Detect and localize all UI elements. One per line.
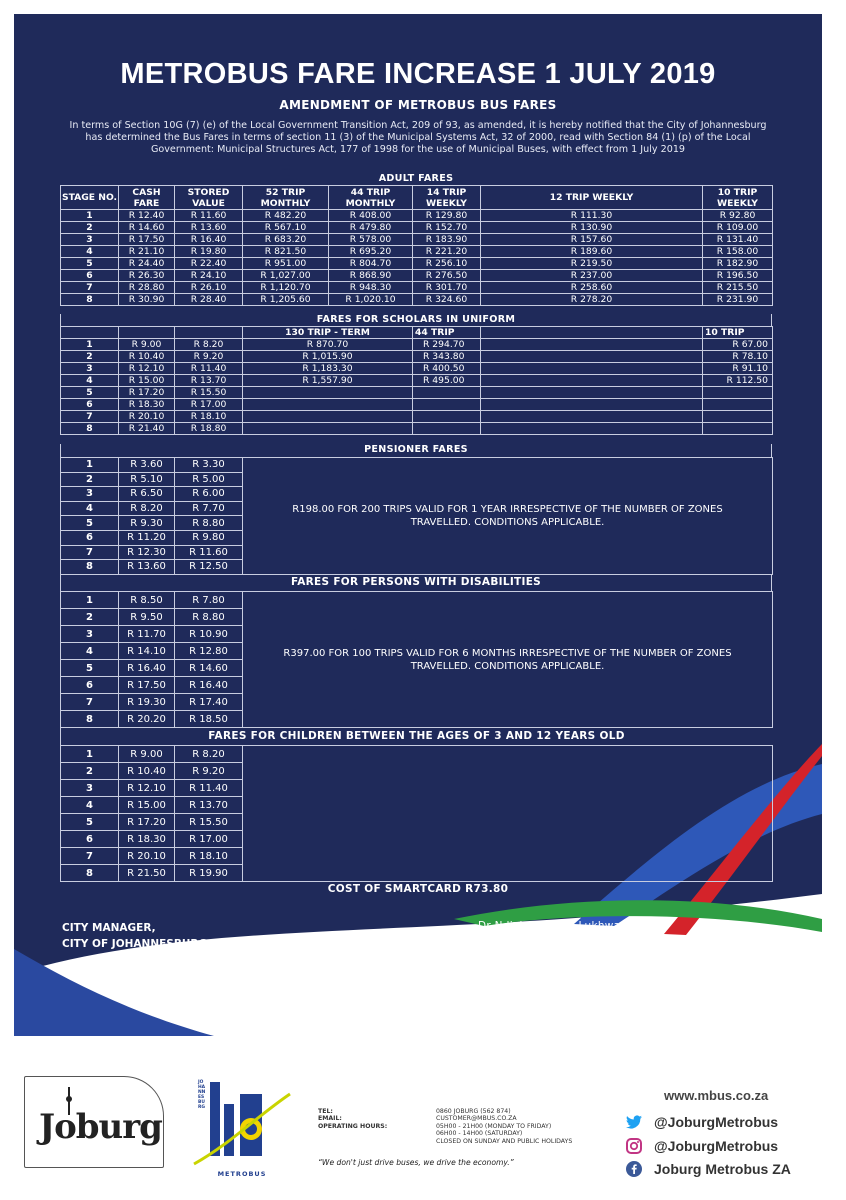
fare-cell: R 868.90 — [329, 270, 413, 282]
table-row — [61, 270, 773, 282]
fare-cell: R 683.20 — [243, 234, 329, 246]
disabilities-note: R397.00 FOR 100 TRIPS VALID FOR 6 MONTHS IRRESPECTIVE OF THE NUMBER OF ZONES TRAVELLED. CONDITIONS APPLICABLE. — [243, 592, 773, 728]
fare-cell: R 21.50 — [119, 865, 175, 882]
table-row — [61, 363, 773, 375]
stage-cell: 8 — [61, 294, 119, 306]
fare-cell: R 18.10 — [175, 848, 243, 865]
fare-cell — [703, 411, 773, 423]
fare-cell: R 109.00 — [703, 222, 773, 234]
fare-cell: R 16.40 — [175, 234, 243, 246]
fare-cell — [703, 399, 773, 411]
stage-cell: 6 — [61, 270, 119, 282]
stage-cell: 2 — [61, 222, 119, 234]
fare-cell: R 26.30 — [119, 270, 175, 282]
fare-cell: R 189.60 — [481, 246, 703, 258]
fare-cell: R 13.60 — [175, 222, 243, 234]
stage-cell: 4 — [61, 246, 119, 258]
contact-line — [318, 1130, 572, 1137]
stage-cell: 3 — [61, 363, 119, 375]
stage-cell: 6 — [61, 530, 119, 545]
fare-cell: R 294.70 — [413, 339, 481, 351]
table-row — [61, 375, 773, 387]
fare-cell: R 400.50 — [413, 363, 481, 375]
fare-cell: R 9.30 — [119, 516, 175, 531]
fare-cell: R 19.30 — [119, 694, 175, 711]
fare-cell: R 24.10 — [175, 270, 243, 282]
fare-cell: R 9.00 — [119, 339, 175, 351]
pensioner-fares-heading: PENSIONER FARES — [60, 444, 772, 457]
scholar-header-blank — [61, 327, 119, 339]
smartcard-cost: COST OF SMARTCARD R73.80 — [327, 883, 509, 895]
fare-cell: R 6.50 — [119, 487, 175, 502]
fare-cell: R 804.70 — [329, 258, 413, 270]
stage-cell: 7 — [61, 545, 119, 560]
fare-cell — [703, 423, 773, 435]
table-row — [61, 246, 773, 258]
fare-cell: R 9.00 — [119, 746, 175, 763]
fare-cell: R 324.60 — [413, 294, 481, 306]
fare-cell: R 21.40 — [119, 423, 175, 435]
fare-cell: R 19.90 — [175, 865, 243, 882]
fare-cell: R 219.50 — [481, 258, 703, 270]
scholar-header-blank — [175, 327, 243, 339]
fare-cell: R 16.40 — [119, 660, 175, 677]
stage-cell: 7 — [61, 694, 119, 711]
contact-line — [318, 1123, 572, 1130]
fare-cell: R 12.10 — [119, 363, 175, 375]
stage-cell: 7 — [61, 848, 119, 865]
stage-cell: 5 — [61, 660, 119, 677]
fare-cell: R 30.90 — [119, 294, 175, 306]
stage-cell: 5 — [61, 516, 119, 531]
contact-label: EMAIL: — [318, 1115, 342, 1123]
stage-cell: 7 — [61, 411, 119, 423]
table-row — [61, 592, 773, 609]
fare-cell: R 278.20 — [481, 294, 703, 306]
fare-cell — [413, 387, 481, 399]
fare-cell: R 567.10 — [243, 222, 329, 234]
fare-cell: R 1,027.00 — [243, 270, 329, 282]
fare-cell: R 8.20 — [119, 501, 175, 516]
fare-cell — [243, 399, 413, 411]
adult-header-cell: STAGE NO. — [61, 186, 119, 210]
fare-cell: R 258.60 — [481, 282, 703, 294]
fare-cell: R 12.50 — [175, 560, 243, 575]
fare-cell: R 301.70 — [413, 282, 481, 294]
fare-cell: R 12.80 — [175, 643, 243, 660]
fare-cell: R 26.10 — [175, 282, 243, 294]
fare-cell: R 215.50 — [703, 282, 773, 294]
facebook-icon — [626, 1161, 642, 1177]
scholar-header-10: 10 TRIP — [703, 327, 773, 339]
fare-cell: R 951.00 — [243, 258, 329, 270]
stage-cell: 3 — [61, 234, 119, 246]
signatory-title — [62, 920, 207, 952]
fare-cell: R 91.10 — [703, 363, 773, 375]
disabilities-fares-heading: FARES FOR PERSONS WITH DISABILITIES — [60, 574, 772, 591]
fare-cell: R 196.50 — [703, 270, 773, 282]
fare-cell: R 15.00 — [119, 375, 175, 387]
table-row — [61, 258, 773, 270]
fare-cell: R 20.10 — [119, 411, 175, 423]
twitter-handle[interactable] — [626, 1114, 778, 1130]
scholar-header-44: 44 TRIP — [413, 327, 481, 339]
table-row — [61, 411, 773, 423]
fare-cell: R 1,015.90 — [243, 351, 413, 363]
contact-label: TEL: — [318, 1108, 333, 1115]
adult-fares-heading: ADULT FARES — [378, 173, 454, 184]
fare-cell: R 482.20 — [243, 210, 329, 222]
fare-cell: R 9.20 — [175, 351, 243, 363]
fare-cell: R 67.00 — [703, 339, 773, 351]
fare-cell: R 18.50 — [175, 711, 243, 728]
fare-cell: R 1,120.70 — [243, 282, 329, 294]
fare-cell: R 14.10 — [119, 643, 175, 660]
contact-line — [318, 1115, 572, 1122]
fare-cell: R 14.60 — [175, 660, 243, 677]
stage-cell: 3 — [61, 780, 119, 797]
table-row — [61, 387, 773, 399]
fare-cell: R 948.30 — [329, 282, 413, 294]
fare-cell: R 7.70 — [175, 501, 243, 516]
fare-poster — [14, 14, 822, 1036]
stage-cell: 2 — [61, 763, 119, 780]
fare-cell: R 231.90 — [703, 294, 773, 306]
fare-cell — [243, 423, 413, 435]
empty-cell — [481, 375, 703, 387]
stage-cell: 2 — [61, 472, 119, 487]
scholar-header-blank — [481, 327, 703, 339]
fare-cell — [243, 411, 413, 423]
fare-cell: R 131.40 — [703, 234, 773, 246]
intro-paragraph: In terms of Section 10G (7) (e) of the Local Government Transition Act, 209 of 93, as amended, it is hereby notified that the City of Johannesburg has determined the Bus Fares in terms of section 11 (3) of the Municipal Systems Act, 32 of 2000, read with Section 84 (1) (p) of the Local Government: Municipal Structures Act, 177 of 1998 for the use of Municipal Buses, with effect from 1 July 2019 — [69, 120, 767, 155]
fare-cell: R 479.80 — [329, 222, 413, 234]
signatory-name: Dr Ndivhoniswani Lukhwareni — [478, 920, 642, 932]
fare-cell: R 13.70 — [175, 797, 243, 814]
fare-cell: R 10.40 — [119, 351, 175, 363]
table-row — [61, 399, 773, 411]
table-row — [61, 458, 773, 473]
fare-cell: R 12.30 — [119, 545, 175, 560]
empty-cell — [481, 339, 703, 351]
stage-cell: 5 — [61, 387, 119, 399]
adult-header-cell: CASH FARE — [119, 186, 175, 210]
metrobus-logo — [190, 1074, 294, 1182]
fare-cell: R 20.10 — [119, 848, 175, 865]
fare-cell: R 183.90 — [413, 234, 481, 246]
adult-header-cell: 52 TRIP MONTHLY — [243, 186, 329, 210]
table-row — [61, 294, 773, 306]
fare-cell: R 129.80 — [413, 210, 481, 222]
empty-cell — [481, 363, 703, 375]
scholar-fares-table — [60, 326, 773, 435]
stage-cell: 6 — [61, 399, 119, 411]
fare-cell: R 8.20 — [175, 339, 243, 351]
fare-cell: R 10.90 — [175, 626, 243, 643]
stage-cell: 7 — [61, 282, 119, 294]
stage-cell: 1 — [61, 458, 119, 473]
contact-value: 0860 JOBURG (562 874) — [436, 1108, 511, 1115]
fare-cell: R 112.50 — [703, 375, 773, 387]
fare-cell — [243, 387, 413, 399]
fare-cell: R 11.70 — [119, 626, 175, 643]
table-row — [61, 423, 773, 435]
stage-cell: 5 — [61, 814, 119, 831]
stage-cell: 4 — [61, 643, 119, 660]
contact-details — [318, 1108, 572, 1145]
joburg-logo — [24, 1076, 164, 1168]
stage-cell: 8 — [61, 711, 119, 728]
fare-cell: R 1,183.30 — [243, 363, 413, 375]
website-link[interactable]: www.mbus.co.za — [664, 1088, 769, 1103]
fare-cell: R 21.10 — [119, 246, 175, 258]
twitter-handle-text: @JoburgMetrobus — [654, 1114, 779, 1130]
empty-cell — [481, 351, 703, 363]
metrobus-logo-text: METROBUS — [217, 1170, 267, 1178]
fare-cell: R 3.30 — [175, 458, 243, 473]
fare-cell: R 13.60 — [119, 560, 175, 575]
fare-cell: R 1,557.90 — [243, 375, 413, 387]
fare-cell: R 8.20 — [175, 746, 243, 763]
stage-cell: 1 — [61, 210, 119, 222]
metrobus-vertical-text: JOHANNESBURG — [198, 1080, 206, 1110]
instagram-handle[interactable] — [626, 1138, 778, 1154]
fare-cell: R 15.00 — [119, 797, 175, 814]
instagram-icon — [626, 1138, 642, 1154]
adult-header-cell: 44 TRIP MONTHLY — [329, 186, 413, 210]
fare-cell: R 276.50 — [413, 270, 481, 282]
fare-cell: R 22.40 — [175, 258, 243, 270]
fare-cell: R 15.50 — [175, 814, 243, 831]
fare-cell: R 18.30 — [119, 399, 175, 411]
disabilities-fares-table — [60, 591, 773, 728]
fare-cell — [413, 411, 481, 423]
table-row — [61, 222, 773, 234]
stage-cell: 4 — [61, 501, 119, 516]
empty-cell — [481, 423, 703, 435]
fare-cell: R 343.80 — [413, 351, 481, 363]
children-fares-heading: FARES FOR CHILDREN BETWEEN THE AGES OF 3 AND 12 YEARS OLD — [60, 728, 772, 745]
scholar-header-blank — [119, 327, 175, 339]
stage-cell: 5 — [61, 258, 119, 270]
fare-cell: R 18.10 — [175, 411, 243, 423]
fare-cell — [413, 399, 481, 411]
fare-cell: R 870.70 — [243, 339, 413, 351]
fare-cell: R 24.40 — [119, 258, 175, 270]
empty-cell — [481, 387, 703, 399]
joburg-logo-text: Joburg — [39, 1107, 162, 1147]
fare-cell: R 13.70 — [175, 375, 243, 387]
table-row — [61, 210, 773, 222]
instagram-handle-text: @JoburgMetrobus — [654, 1138, 779, 1154]
fare-cell: R 237.00 — [481, 270, 703, 282]
fare-cell: R 7.80 — [175, 592, 243, 609]
twitter-icon — [626, 1114, 642, 1130]
fare-cell: R 20.20 — [119, 711, 175, 728]
fare-cell — [413, 423, 481, 435]
contact-label: OPERATING HOURS: — [318, 1122, 388, 1130]
fare-cell: R 1,020.10 — [329, 294, 413, 306]
contact-value: CUSTOMER@MBUS.CO.ZA — [436, 1115, 517, 1123]
fare-cell: R 11.40 — [175, 363, 243, 375]
fare-cell: R 1,205.60 — [243, 294, 329, 306]
adult-fares-table — [60, 185, 773, 306]
fare-cell: R 18.80 — [175, 423, 243, 435]
stage-cell: 8 — [61, 423, 119, 435]
stage-cell: 1 — [61, 746, 119, 763]
table-row — [61, 234, 773, 246]
stage-cell: 2 — [61, 351, 119, 363]
table-row — [61, 282, 773, 294]
fare-cell: R 8.50 — [119, 592, 175, 609]
adult-header-cell: STORED VALUE — [175, 186, 243, 210]
fare-cell: R 256.10 — [413, 258, 481, 270]
fare-cell: R 18.30 — [119, 831, 175, 848]
fare-cell: R 12.10 — [119, 780, 175, 797]
fare-cell: R 17.20 — [119, 387, 175, 399]
adult-header-cell: 12 TRIP WEEKLY — [481, 186, 703, 210]
stage-cell: 6 — [61, 831, 119, 848]
stage-cell: 1 — [61, 592, 119, 609]
adult-header-cell: 14 TRIP WEEKLY — [413, 186, 481, 210]
fare-cell: R 6.00 — [175, 487, 243, 502]
fare-cell: R 11.40 — [175, 780, 243, 797]
signatory-line-2: CITY OF JOHANNESBURG — [62, 938, 208, 950]
fare-cell: R 578.00 — [329, 234, 413, 246]
fare-cell: R 14.60 — [119, 222, 175, 234]
stage-cell: 3 — [61, 626, 119, 643]
fare-cell: R 9.20 — [175, 763, 243, 780]
fare-cell: R 12.40 — [119, 210, 175, 222]
stage-cell: 4 — [61, 797, 119, 814]
fare-cell: R 9.80 — [175, 530, 243, 545]
stage-cell: 8 — [61, 560, 119, 575]
fare-cell: R 821.50 — [243, 246, 329, 258]
fare-cell: R 11.60 — [175, 545, 243, 560]
fare-cell: R 221.20 — [413, 246, 481, 258]
fare-cell: R 157.60 — [481, 234, 703, 246]
fare-cell: R 17.00 — [175, 399, 243, 411]
adult-header-cell: 10 TRIP WEEKLY — [703, 186, 773, 210]
fare-cell: R 92.80 — [703, 210, 773, 222]
stage-cell: 8 — [61, 865, 119, 882]
fare-cell: R 408.00 — [329, 210, 413, 222]
fare-cell: R 495.00 — [413, 375, 481, 387]
fare-cell — [703, 387, 773, 399]
children-note — [243, 746, 773, 882]
fare-cell: R 8.80 — [175, 516, 243, 531]
fare-cell: R 78.10 — [703, 351, 773, 363]
children-fares-table — [60, 745, 773, 882]
table-row — [61, 339, 773, 351]
fare-cell: R 5.10 — [119, 472, 175, 487]
pensioner-fares-table — [60, 457, 773, 575]
stage-cell: 3 — [61, 487, 119, 502]
stage-cell: 2 — [61, 609, 119, 626]
fare-cell: R 182.90 — [703, 258, 773, 270]
fare-cell: R 130.90 — [481, 222, 703, 234]
contact-value: 05H00 - 21H00 (MONDAY TO FRIDAY) — [436, 1122, 552, 1130]
contact-value: 06H00 - 14H00 (SATURDAY) — [436, 1130, 523, 1138]
fare-cell: R 17.20 — [119, 814, 175, 831]
pensioner-note: R198.00 FOR 200 TRIPS VALID FOR 1 YEAR IRRESPECTIVE OF THE NUMBER OF ZONES TRAVELLED. CONDITIONS APPLICABLE. — [243, 458, 773, 575]
page-title: METROBUS FARE INCREASE 1 JULY 2019 — [120, 58, 716, 90]
fare-cell: R 10.40 — [119, 763, 175, 780]
stage-cell: 4 — [61, 375, 119, 387]
fare-cell: R 695.20 — [329, 246, 413, 258]
fare-cell: R 28.40 — [175, 294, 243, 306]
table-row — [61, 351, 773, 363]
stage-cell: 1 — [61, 339, 119, 351]
fare-cell: R 19.80 — [175, 246, 243, 258]
fare-cell: R 11.60 — [175, 210, 243, 222]
fare-cell: R 17.50 — [119, 234, 175, 246]
facebook-page-text: Joburg Metrobus ZA — [654, 1161, 791, 1177]
fare-cell: R 28.80 — [119, 282, 175, 294]
slogan: “We don't just drive buses, we drive the economy.” — [318, 1158, 514, 1167]
fare-cell: R 9.50 — [119, 609, 175, 626]
page-subtitle: AMENDMENT OF METROBUS BUS FARES — [279, 98, 557, 112]
contact-value: CLOSED ON SUNDAY AND PUBLIC HOLIDAYS — [436, 1137, 573, 1145]
fare-cell: R 17.00 — [175, 831, 243, 848]
fare-cell: R 3.60 — [119, 458, 175, 473]
table-row — [61, 746, 773, 763]
empty-cell — [481, 411, 703, 423]
fare-cell: R 8.80 — [175, 609, 243, 626]
scholar-fares-heading: FARES FOR SCHOLARS IN UNIFORM — [60, 314, 772, 326]
fare-cell: R 15.50 — [175, 387, 243, 399]
fare-cell: R 158.00 — [703, 246, 773, 258]
fare-cell: R 111.30 — [481, 210, 703, 222]
fare-cell: R 16.40 — [175, 677, 243, 694]
scholar-header-130: 130 TRIP - TERM — [243, 327, 413, 339]
fare-cell: R 152.70 — [413, 222, 481, 234]
fare-cell: R 11.20 — [119, 530, 175, 545]
fare-cell: R 5.00 — [175, 472, 243, 487]
stage-cell: 6 — [61, 677, 119, 694]
fare-cell: R 17.50 — [119, 677, 175, 694]
contact-line — [318, 1138, 572, 1145]
facebook-page[interactable] — [626, 1161, 791, 1177]
empty-cell — [481, 399, 703, 411]
signatory-line-1: CITY MANAGER, — [62, 922, 156, 934]
fare-cell: R 17.40 — [175, 694, 243, 711]
